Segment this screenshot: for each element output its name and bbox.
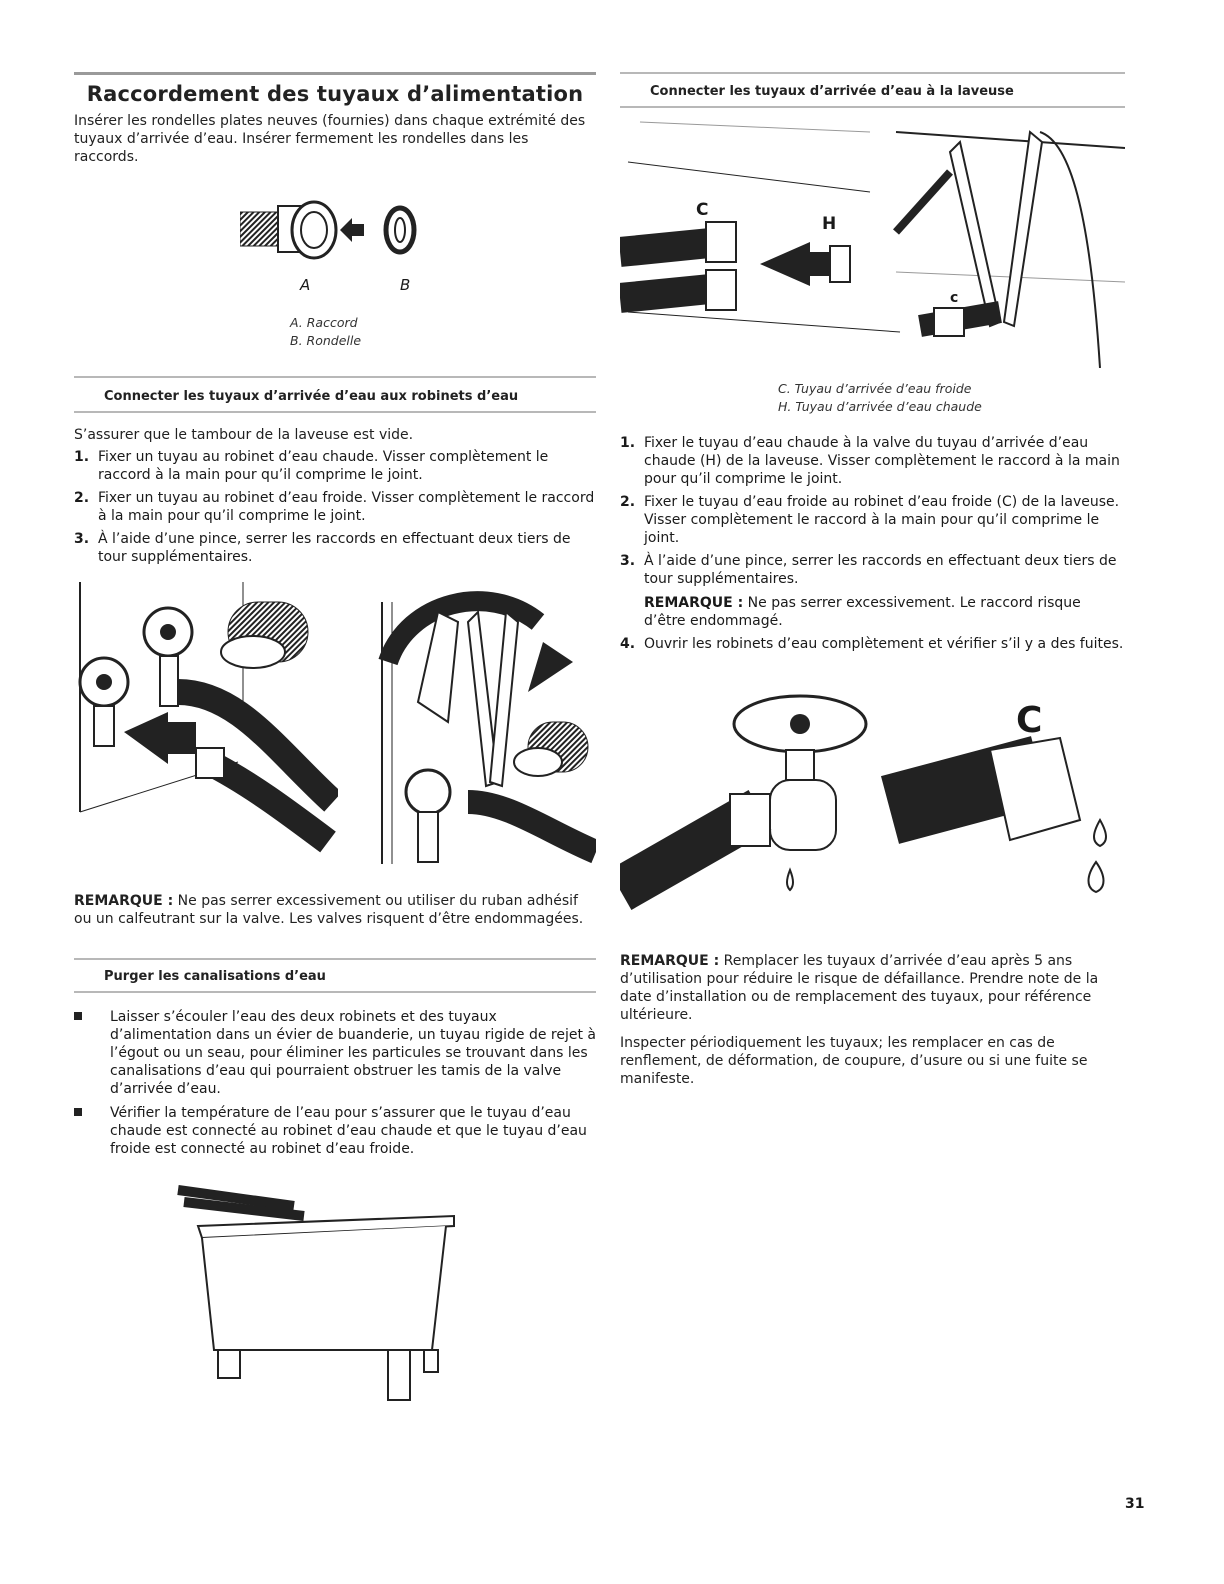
section2-bullets — [74, 1008, 596, 1164]
right-section-rule-top — [620, 72, 1125, 74]
fig5-caption-c: C. Tuyau d’arrivée d’eau froide — [778, 381, 972, 396]
fig5-label-c-small: c — [950, 290, 959, 306]
fig1-caption-a: A. Raccord — [290, 315, 358, 330]
section2-bullet: Vérifier la température de l’eau pour s’assurer que le tuyau d’eau chaude est connecté au robinet d’eau chaude et que le tuyau d’eau froide est connecté au robinet d’eau froide. — [74, 1104, 596, 1158]
section2-bullet: Laisser s’écouler l’eau des deux robinets et des tuyaux d’alimentation dans un évier de buanderie, un tuyau rigide de rejet à l’égout ou un seau, pour éliminer les particules se trouvant dans les canalisations d’eau qui pourraient obstruer les tamis de la valve d’arrivée d’eau. — [74, 1008, 596, 1098]
section1-lead: S’assurer que le tambour de la laveuse est vide. — [74, 427, 414, 443]
section1-rule-top — [74, 376, 596, 378]
section2-title: Purger les canalisations d’eau — [104, 969, 326, 984]
page-title: Raccordement des tuyaux d’alimentation — [86, 82, 584, 106]
fig1-label-a: A — [300, 276, 311, 294]
section2-rule-bottom — [74, 991, 596, 993]
right-step: 2. Fixer le tuyau d’eau froide au robinet d’eau froide (C) de la laveuse. Visser complètement le raccord à la main pour qu’il comprime le joint. — [620, 494, 1120, 546]
right-step: 4. Ouvrir les robinets d’eau complètement et vérifier s’il y a des fuites. — [620, 636, 1124, 652]
section1-rule-bottom — [74, 411, 596, 413]
note1: REMARQUE : Ne pas serrer excessivement ou utiliser du ruban adhésif ou un calfeutrant sur la valve. Les valves risquent d’être endommagées. — [74, 893, 584, 927]
fitting-washer-illustration — [240, 196, 440, 268]
faucet-hose-illustration — [78, 582, 338, 864]
right-section-rule-bottom — [620, 106, 1125, 108]
washer-inlet-illustration — [620, 112, 1125, 368]
section1-title: Connecter les tuyaux d’arrivée d’eau aux robinets d’eau — [104, 389, 519, 404]
laundry-tub-illustration — [174, 1180, 474, 1412]
section1-step: 3. À l’aide d’une pince, serrer les raccords en effectuant deux tiers de tour supplémentaires. — [74, 531, 571, 565]
leak-label-c: C — [1016, 700, 1043, 741]
section1-steps — [74, 448, 596, 571]
intro-paragraph: Insérer les rondelles plates neuves (fournies) dans chaque extrémité des tuyaux d’arrivée d’eau. Insérer fermement les rondelles dans les raccords. — [74, 113, 586, 165]
section1-step: 1. Fixer un tuyau au robinet d’eau chaude. Visser complètement le raccord à la main pour qu’il comprime le joint. — [74, 449, 549, 483]
section2-rule-top — [74, 958, 596, 960]
inspect-paragraph: Inspecter périodiquement les tuyaux; les remplacer en cas de renflement, de déformation, de coupure, d’usure ou si une fuite se manifeste. — [620, 1035, 1088, 1087]
fig5-label-c: C — [696, 200, 709, 220]
right-section-title: Connecter les tuyaux d’arrivée d’eau à la laveuse — [650, 84, 1014, 99]
section1-step: 2. Fixer un tuyau au robinet d’eau froide. Visser complètement le raccord à la main pour qu’il comprime le joint. — [74, 490, 595, 524]
fig1-caption-b: B. Rondelle — [290, 333, 362, 348]
right-steps — [620, 434, 1125, 658]
fig5-caption-h: H. Tuyau d’arrivée d’eau chaude — [778, 399, 982, 414]
fig1-label-b: B — [400, 276, 411, 294]
fig5-label-h: H — [822, 214, 837, 234]
title-rule — [74, 72, 596, 75]
right-step: 1. Fixer le tuyau d’eau chaude à la valve du tuyau d’arrivée d’eau chaude (H) de la laveuse. Visser complètement le raccord à la main pour qu’il comprime le joint. — [620, 435, 1120, 487]
right-step: 3. À l’aide d’une pince, serrer les raccords en effectuant deux tiers de tour supplémentaires. REMARQUE : Ne pas serrer excessivement. Le raccord risque d’être endommagé. — [620, 552, 1125, 630]
page-number: 31 — [1125, 1496, 1145, 1512]
note2: REMARQUE : Remplacer les tuyaux d’arrivée d’eau après 5 ans d’utilisation pour réduire le risque de défaillance. Prendre note de la date d’installation ou de remplacement des tuyaux, pour référence ultérieure. — [620, 953, 1099, 1023]
step3-note: REMARQUE : Ne pas serrer excessivement. Le raccord risque d’être endommagé. — [644, 595, 1081, 629]
leak-check-illustration — [620, 690, 1125, 922]
pliers-tightening-illustration — [378, 582, 596, 864]
